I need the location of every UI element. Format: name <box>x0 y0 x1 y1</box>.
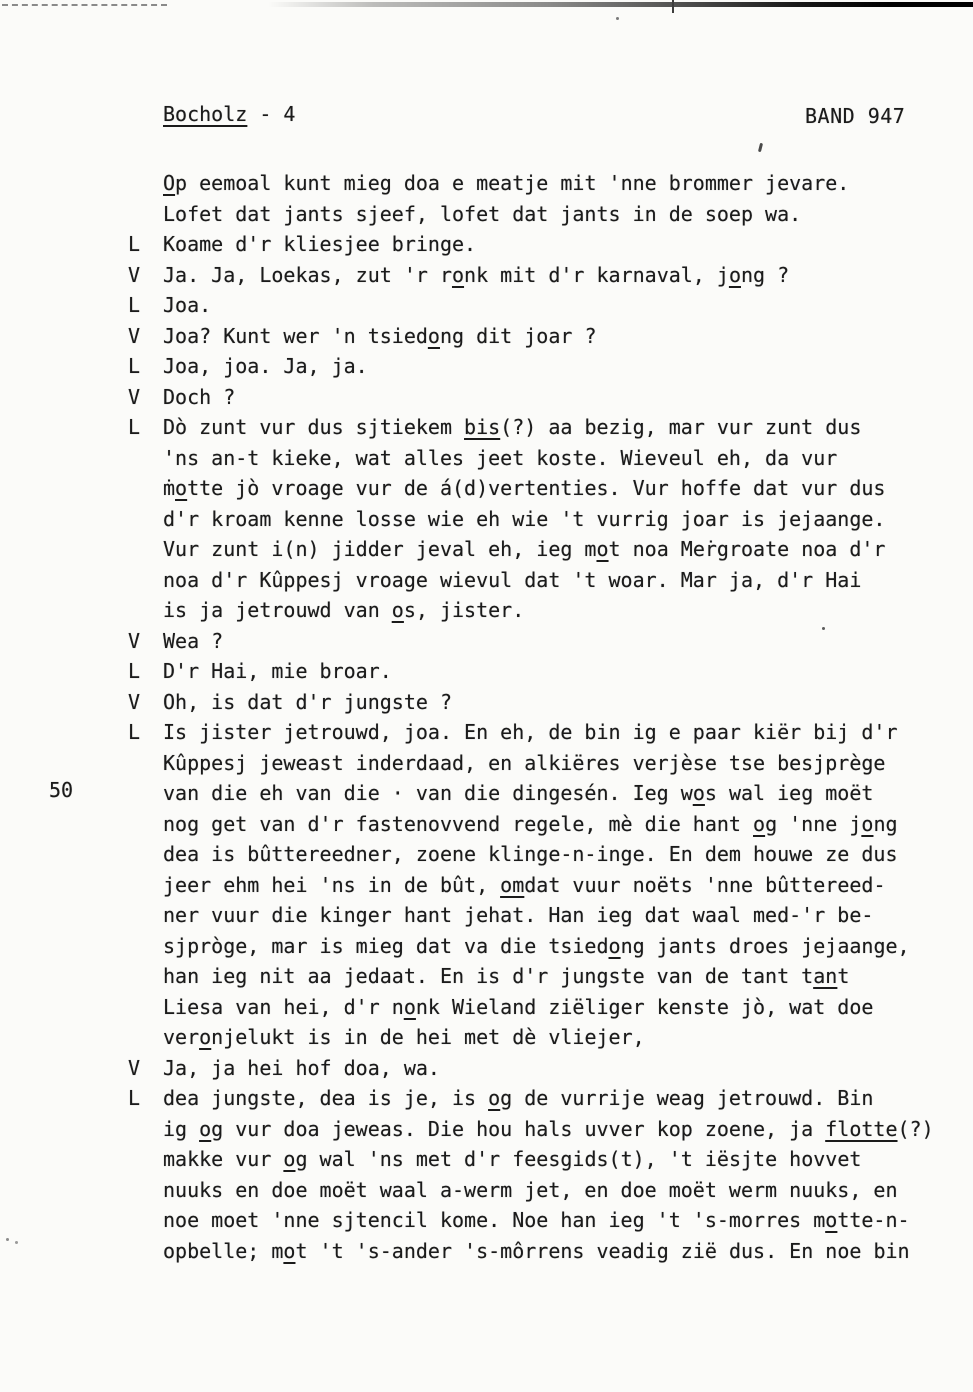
dialogue-line: van die eh van die · van die dingesén. Ieg wos wal ieg moët <box>163 781 874 805</box>
dialogue-entry <box>128 717 968 1053</box>
dialogue-line: ig og vur doa jeweas. Die hou hals uvver kop zoene, ja flotte(?) <box>163 1116 934 1141</box>
speaker-label: L <box>128 720 141 744</box>
speaker-label: L <box>128 1086 141 1110</box>
dialogue-line: Doch ? <box>163 384 236 409</box>
dialogue-line: 'ns an-t kieke, wat alles jeet koste. Wieveul eh, da vur <box>163 445 838 470</box>
dialogue-line: han ieg nit aa jedaat. En is d'r jungste van de tant tant <box>163 964 850 988</box>
dialogue-entry <box>128 412 968 626</box>
dialogue-line: Ja. Ja, Loekas, zut 'r ronk mit d'r karnaval, jong ? <box>163 262 790 287</box>
dialogue-text <box>163 412 968 626</box>
dialogue-line: Lofet dat jants sjeef, lofet dat jants in de soep wa. <box>163 201 802 226</box>
dialogue-line: nuuks en doe moët waal a-werm jet, en doe moët werm nuuks, en <box>163 1177 898 1202</box>
dialogue-line: Dò zunt vur dus sjtiekem bis(?) aa bezig, mar vur zunt dus <box>163 415 862 439</box>
dialogue-line: Op eemoal kunt mieg doa e meatje mit 'nne brommer jevare. <box>163 171 850 195</box>
dialogue-entry <box>128 168 968 229</box>
speaker-label: L <box>128 232 141 256</box>
dialogue-entry <box>128 382 968 413</box>
dialogue-line: Joa, joa. Ja, ja. <box>163 354 368 378</box>
dialogue-line: makke vur og wal 'ns met d'r feesgids(t), 't iësjte hovvet <box>163 1147 862 1171</box>
speaker-label: V <box>128 384 141 409</box>
dialogue-line: is ja jetrouwd van os, jister. <box>163 598 525 622</box>
dialogue-line: Ja, ja hei hof doa, wa. <box>163 1055 440 1080</box>
dialogue-line: nog get van d'r fastenovvend regele, mè die hant og 'nne jong <box>163 811 898 836</box>
speaker-label: V <box>128 1055 141 1080</box>
dialogue-line: veronjelukt is in de hei met dè vliejer, <box>163 1025 645 1049</box>
dialogue-line: Koame d'r kliesjee bringe. <box>163 232 477 256</box>
dialogue-line: dea jungste, dea is je, is og de vurrije weag jetrouwd. Bin <box>163 1086 874 1110</box>
dialogue-line: sjpròge, mar is mieg dat va die tsiedong jants droes jejaange, <box>163 933 910 958</box>
dialogue-text <box>163 382 968 413</box>
dialogue-text <box>163 626 968 657</box>
dialogue-line: jeer ehm hei 'ns in de bût, omdat vuur noëts 'nne bûttereed- <box>163 872 886 897</box>
dialogue-entry <box>128 656 968 687</box>
dialogue-list <box>128 168 968 1266</box>
dialogue-entry <box>128 321 968 352</box>
speaker-label: L <box>128 659 141 683</box>
dialogue-line: Kûppesj jeweast inderdaad, en alkiëres verjèse tse besjprège <box>163 750 886 775</box>
dialogue-text <box>163 168 968 229</box>
speaker-label <box>128 168 163 199</box>
dialogue-line: Is jister jetrouwd, joa. En eh, de bin ig e paar kiër bij d'r <box>163 720 898 744</box>
dialogue-entry <box>128 1083 968 1266</box>
speaker-label: L <box>128 415 141 439</box>
dialogue-line: Oh, is dat d'r jungste ? <box>163 689 452 714</box>
speaker-label: V <box>128 689 141 714</box>
margin-line-number: 50 <box>49 778 74 802</box>
dialogue-line: ner vuur die kinger hant jehat. Han ieg dat waal med-'r be- <box>163 903 874 927</box>
dialogue-text <box>163 290 968 321</box>
dialogue-entry <box>128 351 968 382</box>
dialogue-text <box>163 1053 968 1084</box>
dialogue-line: Wea ? <box>163 628 224 653</box>
scan-artifact-tick <box>672 0 674 13</box>
dialogue-entry <box>128 260 968 291</box>
dialogue-line: Joa. <box>163 293 212 317</box>
scan-artifact-dot <box>616 17 619 20</box>
dialogue-line: Liesa van hei, d'r nonk Wieland ziëliger kenste jò, wat doe <box>163 994 874 1019</box>
dialogue-entry <box>128 687 968 718</box>
dialogue-line: d'r kroam kenne losse wie eh wie 't vurrig joar is jejaange. <box>163 506 886 531</box>
page-title: Bocholz - 4 <box>163 102 296 126</box>
dialogue-line: D'r Hai, mie broar. <box>163 659 392 683</box>
dialogue-text <box>163 229 968 260</box>
speaker-label: V <box>128 628 141 653</box>
scan-artifact-top-edge <box>268 2 973 7</box>
dialogue-entry <box>128 229 968 260</box>
dialogue-text <box>163 717 968 1053</box>
dialogue-line: Vur zunt i(n) jidder jeval eh, ieg mot noa Meṙgroate noa d'r <box>163 537 886 561</box>
scan-artifact-dot <box>6 1238 9 1241</box>
dialogue-entry <box>128 290 968 321</box>
dialogue-text <box>163 687 968 718</box>
dialogue-line: ṁotte jò vroage vur de á(d)vertenties. Vur hoffe dat vur dus <box>163 476 886 500</box>
speaker-label: V <box>128 323 141 348</box>
speaker-label: L <box>128 293 141 317</box>
speaker-label: V <box>128 262 141 287</box>
dialogue-text <box>163 260 968 291</box>
dialogue-entry <box>128 626 968 657</box>
dialogue-line: noe moet 'nne sjtencil kome. Noe han ieg 't 's-morres motte-n- <box>163 1208 910 1232</box>
dialogue-text <box>163 321 968 352</box>
dialogue-line: dea is bûttereedner, zoene klinge-n-inge. En dem houwe ze dus <box>163 842 898 866</box>
dialogue-text <box>163 1083 968 1266</box>
dialogue-line: opbelle; mot 't 's-ander 's-môrrens veadig zië dus. En noe bin <box>163 1238 910 1263</box>
dialogue-line: Joa? Kunt wer 'n tsiedong dit joar ? <box>163 323 597 348</box>
dialogue-text <box>163 351 968 382</box>
scan-artifact-smudge <box>758 143 763 152</box>
speaker-label: L <box>128 354 141 378</box>
band-label: BAND 947 <box>805 104 906 128</box>
dialogue-entry <box>128 1053 968 1084</box>
dialogue-line: noa d'r Kûppesj vroage wievul dat 't woar. Mar ja, d'r Hai <box>163 567 862 592</box>
dialogue-text <box>163 656 968 687</box>
scan-artifact-dashed-line <box>2 4 167 6</box>
